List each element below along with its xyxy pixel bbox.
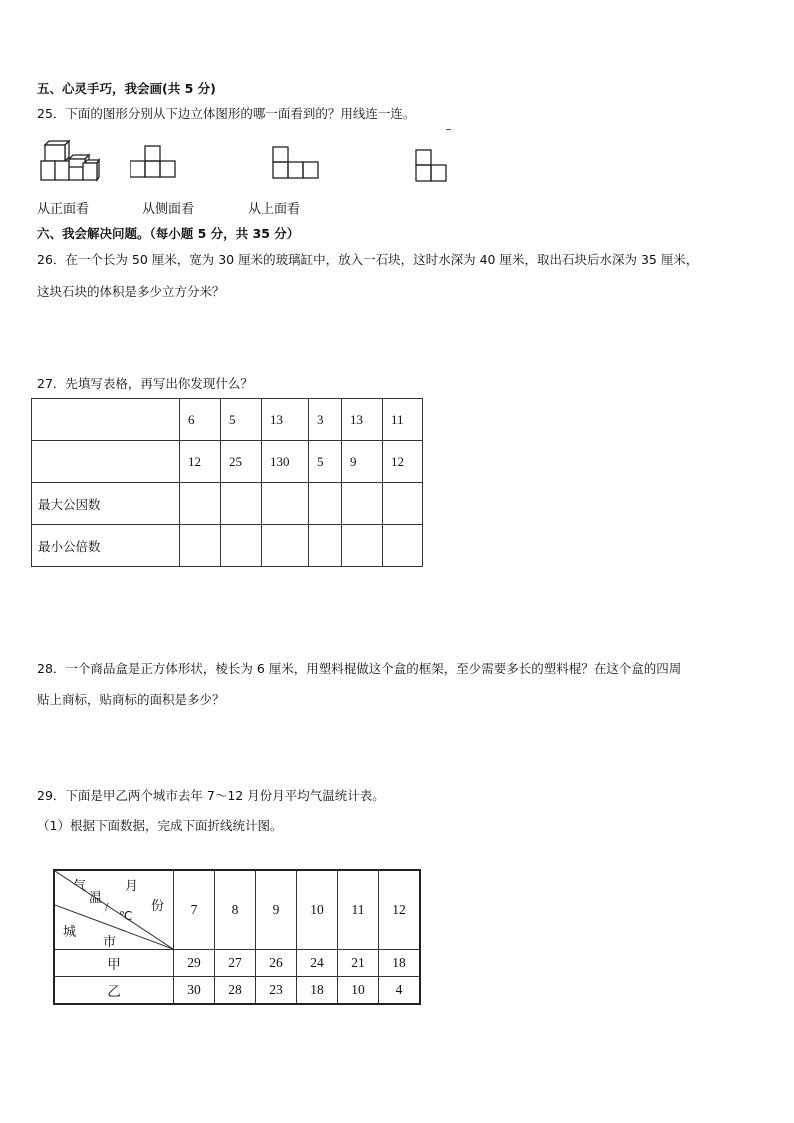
table-row xyxy=(32,525,423,567)
view-label-side: 从侧面看 xyxy=(142,202,195,217)
answer-cell[interactable] xyxy=(262,483,309,525)
month-header: 11 xyxy=(338,870,379,950)
diagonal-header-cell xyxy=(54,870,174,950)
table-cell: 11 xyxy=(383,399,423,441)
table-cell: 5 xyxy=(221,399,262,441)
answer-cell[interactable] xyxy=(383,525,423,567)
corner-cheng: 城 xyxy=(63,924,77,939)
city-label: 甲 xyxy=(54,950,174,977)
table-cell: 4 xyxy=(379,977,421,1004)
table-cell: 30 xyxy=(174,977,215,1004)
table-29 xyxy=(53,869,421,1005)
answer-cell[interactable] xyxy=(309,483,342,525)
table-cell: 12 xyxy=(180,441,221,483)
answer-cell[interactable] xyxy=(221,483,262,525)
table-cell: 12 xyxy=(383,441,423,483)
view-figure-3 xyxy=(415,148,447,184)
table-row xyxy=(32,483,423,525)
corner-unit: ℃ xyxy=(119,909,133,923)
question-28-line2: 贴上商标，贴商标的面积是多少？ xyxy=(37,692,225,707)
month-header: 9 xyxy=(256,870,297,950)
row-label-gcd: 最大公因数 xyxy=(32,483,180,525)
answer-cell[interactable] xyxy=(342,525,383,567)
table-cell: 10 xyxy=(338,977,379,1004)
view-figure-1 xyxy=(130,145,176,179)
row-label-lcm: 最小公倍数 xyxy=(32,525,180,567)
answer-cell[interactable] xyxy=(180,483,221,525)
month-header: 12 xyxy=(379,870,421,950)
table-cell: 21 xyxy=(338,950,379,977)
table-cell: 18 xyxy=(297,977,338,1004)
section-5-title: 五、心灵手巧，我会画(共 5 分) xyxy=(37,81,216,96)
month-header: 10 xyxy=(297,870,338,950)
table-cell: 9 xyxy=(342,441,383,483)
question-29: 29．下面是甲乙两个城市去年 7～12 月份月平均气温统计表。 xyxy=(37,788,385,803)
table-row xyxy=(32,399,423,441)
table-cell: 27 xyxy=(215,950,256,977)
section-6-title: 六、我会解决问题。（每小题 5 分，共 35 分） xyxy=(37,226,300,241)
table-cell: 6 xyxy=(180,399,221,441)
solid-figure xyxy=(39,139,101,183)
table-cell: 5 xyxy=(309,441,342,483)
table-cell: 26 xyxy=(256,950,297,977)
question-28-line1: 28．一个商品盒是正方体形状，棱长为 6 厘米，用塑料棍做这个盒的框架，至少需要多长的塑料棍？在这个盒的四周 xyxy=(37,661,682,676)
question-29-sub1: （1）根据下面数据，完成下面折线统计图。 xyxy=(37,818,283,833)
corner-wen: 温 xyxy=(89,890,103,905)
table-cell: 3 xyxy=(309,399,342,441)
view-label-top: 从上面看 xyxy=(248,202,301,217)
table-row xyxy=(54,950,420,977)
table-cell: 18 xyxy=(379,950,421,977)
answer-cell[interactable] xyxy=(221,525,262,567)
answer-cell[interactable] xyxy=(262,525,309,567)
table-cell: 13 xyxy=(342,399,383,441)
answer-cell[interactable] xyxy=(180,525,221,567)
table-row xyxy=(54,977,420,1004)
answer-cell[interactable] xyxy=(309,525,342,567)
month-header: 7 xyxy=(174,870,215,950)
table-cell: 23 xyxy=(256,977,297,1004)
month-header: 8 xyxy=(215,870,256,950)
table-cell: 28 xyxy=(215,977,256,1004)
table-cell: 25 xyxy=(221,441,262,483)
table-cell xyxy=(32,399,180,441)
stray-mark xyxy=(446,129,451,130)
question-26-line1: 26．在一个长为 50 厘米，宽为 30 厘米的玻璃缸中，放入一石块，这时水深为 40 厘米，取出石块后水深为 35 厘米， xyxy=(37,252,699,267)
question-26-line2: 这块石块的体积是多少立方分米？ xyxy=(37,284,225,299)
city-label: 乙 xyxy=(54,977,174,1004)
table-cell: 13 xyxy=(262,399,309,441)
table-row xyxy=(32,441,423,483)
corner-qi: 气 xyxy=(73,878,87,893)
question-27: 27．先填写表格，再写出你发现什么？ xyxy=(37,376,253,391)
answer-cell[interactable] xyxy=(342,483,383,525)
table-cell: 29 xyxy=(174,950,215,977)
table-cell: 24 xyxy=(297,950,338,977)
corner-yue: 月 xyxy=(125,878,139,893)
view-label-front: 从正面看 xyxy=(37,202,90,217)
answer-cell[interactable] xyxy=(383,483,423,525)
view-figure-2 xyxy=(272,146,320,180)
table-cell: 130 xyxy=(262,441,309,483)
table-row xyxy=(54,870,420,950)
corner-shi: 市 xyxy=(103,934,117,949)
corner-fen: 份 xyxy=(151,898,165,913)
table-27 xyxy=(31,398,423,567)
question-25: 25．下面的图形分别从下边立体图形的哪一面看到的？用线连一连。 xyxy=(37,106,416,121)
table-cell xyxy=(32,441,180,483)
corner-slash: / xyxy=(105,899,109,914)
